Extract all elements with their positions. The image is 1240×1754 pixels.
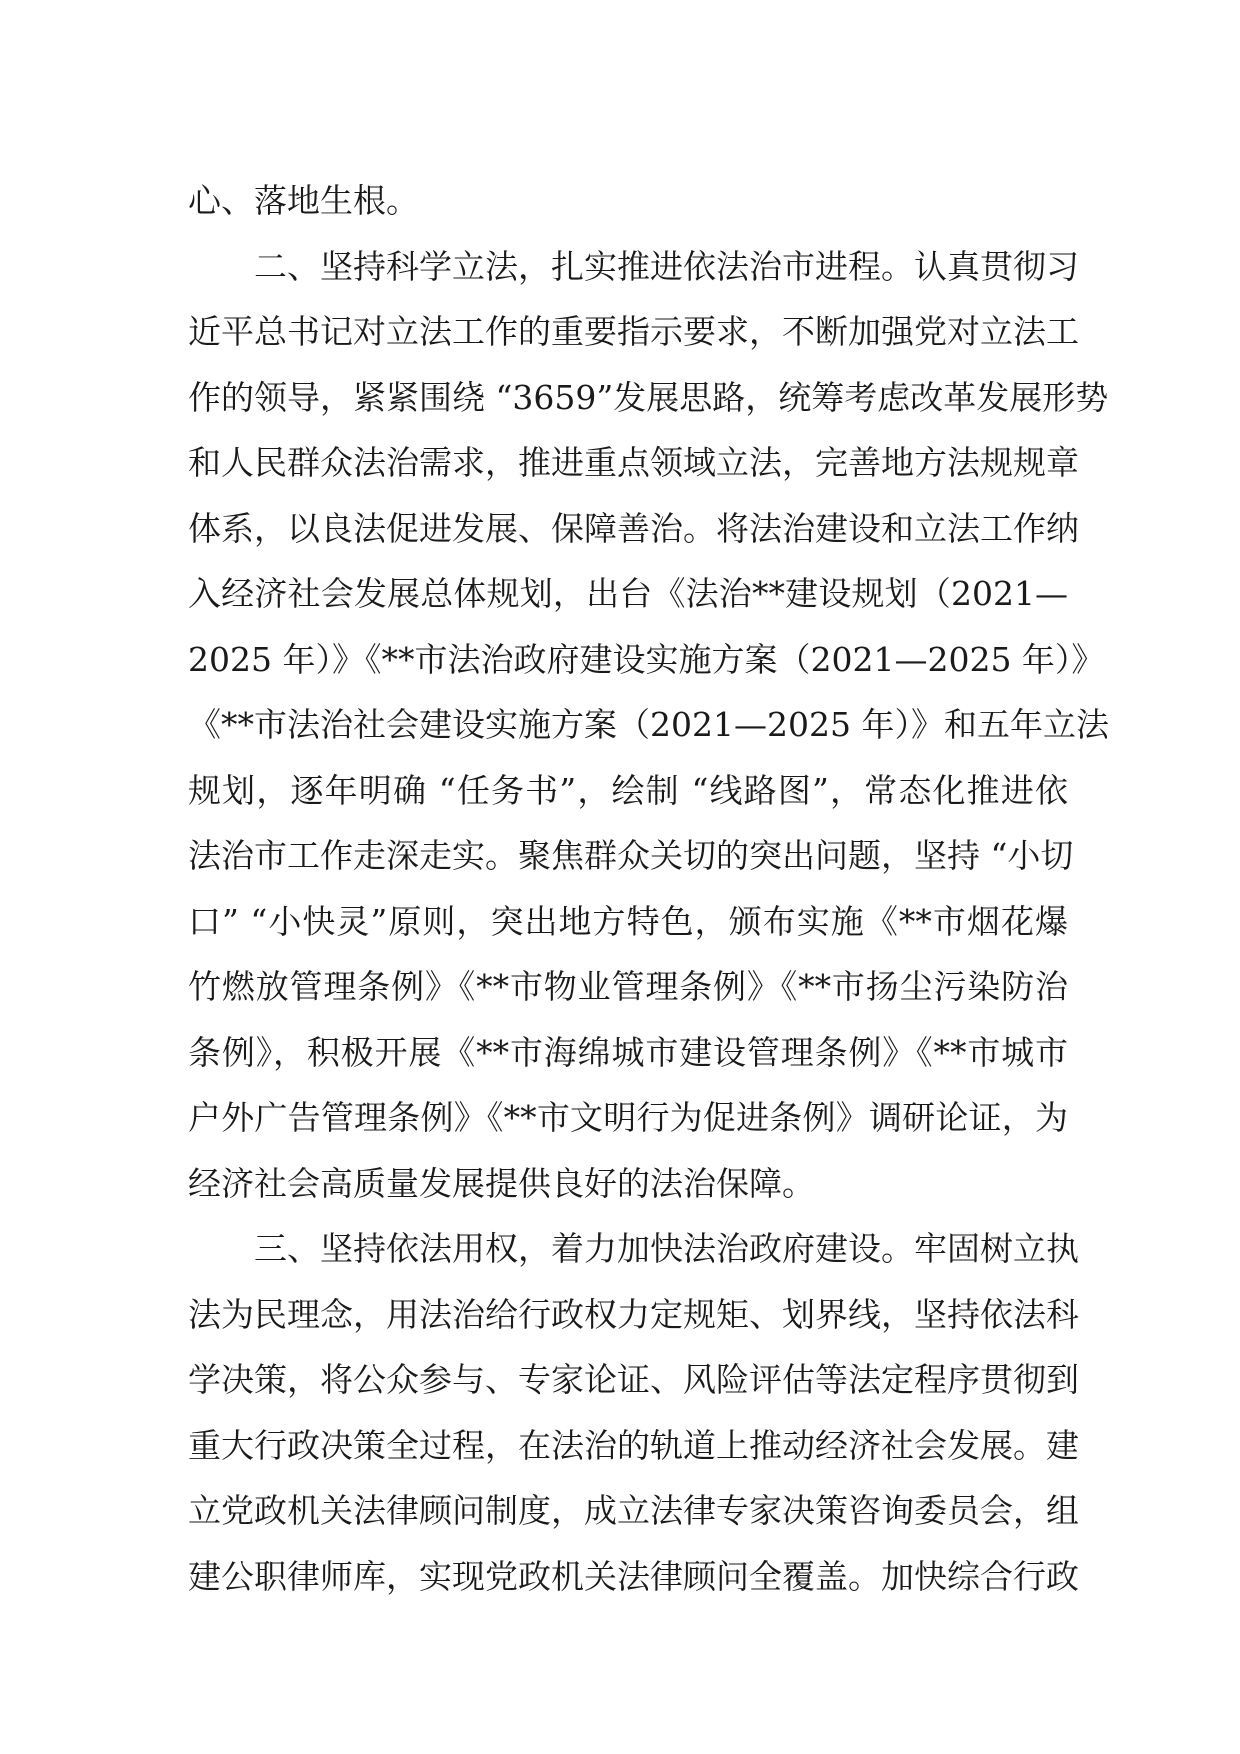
text-line: 心、落地生根。 [188,181,419,220]
text-line: 户外广告管理条例》《**市文明行为促进条例》调研论证，为 [188,1098,1068,1137]
text-line: 和人民群众法治需求，推进重点领域立法，完善地方法规规章 [188,443,1079,482]
body-text [188,168,1109,1609]
paragraph-scientific-legislation [188,234,1109,1217]
text-line: 入经济社会发展总体规划，出台《法治**建设规划（2021— [188,574,1068,613]
text-line: 立党政机关法律顾问制度，成立法律专家决策咨询委员会，组 [188,1491,1079,1530]
text-line: 体系，以良法促进发展、保障善治。将法治建设和立法工作纳 [188,508,1079,548]
text-line: 《**市法治社会建设实施方案（2021—2025 年）》和五年立法 [188,705,1109,744]
text-line: 建公职律师库，实现党政机关法律顾问全覆盖。加快综合行政 [188,1556,1079,1596]
text-line: 规划，逐年明确 “任务书”，绘制 “线路图”，常态化推进依 [188,770,1068,810]
text-line: 二、坚持科学立法，扎实推进依法治市进程。认真贯彻习 [254,246,1079,286]
text-line: 口” “小快灵”原则，突出地方特色，颁布实施《**市烟花爆 [188,901,1068,941]
text-line: 法治市工作走深走实。聚焦群众关切的突出问题，坚持 “小切 [188,836,1074,875]
text-line: 经济社会高质量发展提供良好的法治保障。 [188,1163,815,1203]
text-line: 近平总书记对立法工作的重要指示要求，不断加强党对立法工 [188,312,1079,351]
text-line: 竹燃放管理条例》《**市物业管理条例》《**市扬尘污染防治 [188,967,1068,1006]
text-line: 作的领导，紧紧围绕 “3659”发展思路，统筹考虑改革发展形势 [188,377,1109,417]
text-line: 法为民理念，用法治给行政权力定规矩、划界线，坚持依法科 [188,1294,1079,1334]
text-line: 2025 年）》《**市法治政府建设实施方案（2021—2025 年）》 [188,639,1105,679]
text-line: 重大行政决策全过程，在法治的轨道上推动经济社会发展。建 [188,1425,1079,1465]
text-line: 条例》，积极开展《**市海绵城市建设管理条例》《**市城市 [188,1032,1068,1072]
text-line: 学决策，将公众参与、专家论证、风险评估等法定程序贯彻到 [188,1360,1079,1399]
paragraph-lawful-power [188,1216,1079,1609]
paragraph-continuation [188,168,1068,234]
text-line: 三、坚持依法用权，着力加快法治政府建设。牢固树立执 [254,1229,1079,1268]
